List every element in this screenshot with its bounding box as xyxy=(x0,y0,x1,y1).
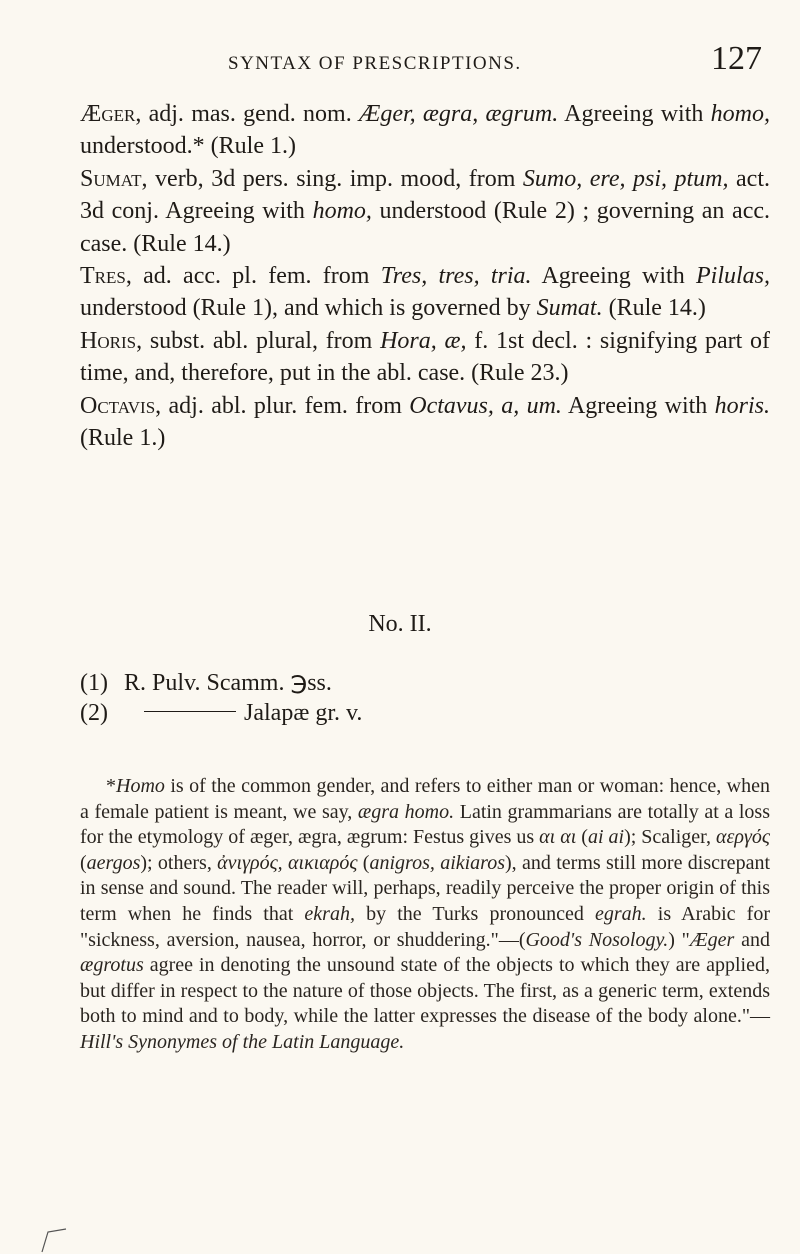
prescription-line-1 xyxy=(80,668,770,698)
entry-sumat: Sumat, verb, 3d pers. sing. imp. mood, from Sumo, ere, psi, ptum, act. 3d conj. Agreeing with homo, understood (Rule 2) ; governing an acc. case. (Rule 14.) xyxy=(80,165,770,257)
line-text: R. Pulv. Scamm. ℈ss. xyxy=(124,670,332,696)
entry-octavis: Octavis, adj. abl. plur. fem. from Octavus, a, um. Agreeing with horis. (Rule 1.) xyxy=(80,392,770,452)
page-header xyxy=(228,40,762,78)
prescription-line-2 xyxy=(80,698,770,728)
page-number: 127 xyxy=(711,40,762,77)
line-text: Jalapæ gr. v. xyxy=(244,700,363,726)
line-number: (2) xyxy=(80,700,108,726)
entry-tres: Tres, ad. acc. pl. fem. from Tres, tres, tria. Agreeing with Pilulas, understood (Rule 1), and which is governed by Sumat. (Rule 14.) xyxy=(80,263,771,322)
entry-aeger: Æger, adj. mas. gend. nom. Æger, ægra, ægrum. Agreeing with homo, understood.* (Rule 1.) xyxy=(80,101,770,160)
prescription-lines xyxy=(80,668,770,728)
prescription-heading: No. II. xyxy=(368,611,432,637)
headword: Sumat, xyxy=(80,165,148,192)
entry-horis: Horis, subst. abl. plural, from Hora, æ, f. 1st decl. : signifying part of time, and, therefore, put in the abl. case. (Rule 23.) xyxy=(80,327,770,387)
headword: Tres, xyxy=(80,263,132,290)
headword: Horis, xyxy=(80,327,143,354)
ditto-rule xyxy=(144,711,236,712)
pencil-mark-icon xyxy=(40,1228,70,1254)
line-number: (1) xyxy=(80,670,108,696)
footnote: *Homo is of the common gender, and refers to either man or woman: hence, when a female patient is meant, we say, ægra homo. Latin grammarians are totally at a loss for the etymology of æger, ægra, ægrum: Festus gives us αι αι (ai ai); Scaliger, αεργός (aergos); others, ἀνιγρός, αικιαρός (anigros, aikiaros), and terms still more discrepant in sense and sound. The reader will, perhaps, readily perceive the proper origin of this term when he finds that ekrah, by the Turks pronounced egrah. is Arabic for "sickness, aversion, nausea, horror, or shuddering."—(Good's Nosology.) "Æger and ægrotus agree in denoting the unsound state of the objects to which they are applied, but differ in respect to the nature of those objects. The first, as a generic term, extends both to mind and to body, while the latter expresses the disease of the body alone."—Hill's Synonymes of the Latin Language. xyxy=(80,775,770,1053)
definitions-list xyxy=(80,98,770,454)
headword: Octavis, xyxy=(80,392,162,419)
headword: Æger, xyxy=(80,101,142,127)
running-title: SYNTAX OF PRESCRIPTIONS. xyxy=(228,53,522,74)
